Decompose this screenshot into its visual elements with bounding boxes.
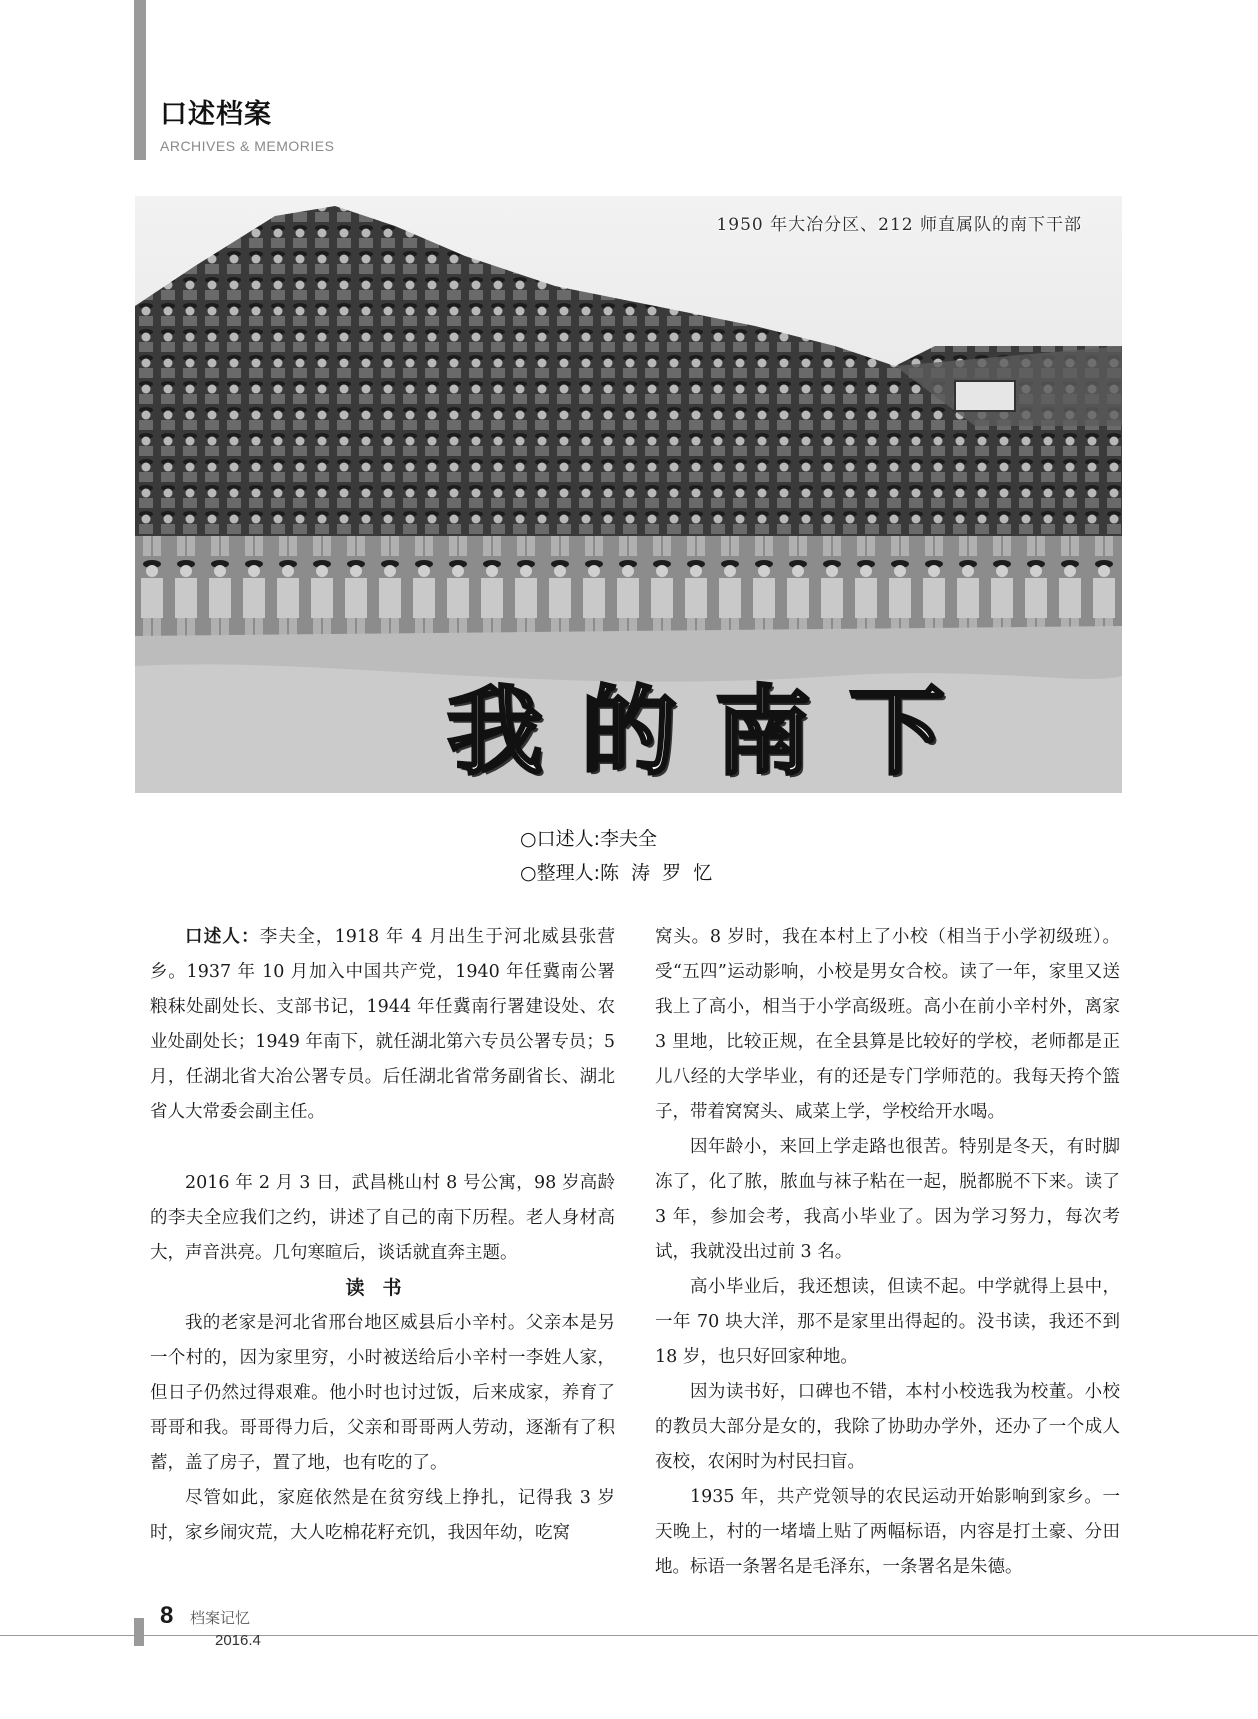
paragraph-3: 因年龄小，来回上学走路也很苦。特别是冬天，有时脚冻了，化了脓，脓血与袜子粘在一起，脱都脱不下来。读了 3 年，参加会考，我高小毕业了。因为学习努力，每次考试，我就没出过前 3 名。 (655, 1137, 1120, 1262)
paragraph-1: 我的老家是河北省邢台地区威县后小辛村。父亲本是另一个村的，因为家里穷，小时被送给后小辛村一李姓人家，但日子仍然过得艰难。他小时也讨过饭，后来成家，养育了哥哥和我。哥哥得力后，父亲和哥哥两人劳动，逐渐有了积蓄，盖了房子，置了地，也有吃的了。 (150, 1313, 615, 1473)
editors-credit: ○整理人:陈 涛 罗 忆 (520, 862, 713, 884)
header-side-bar (134, 0, 146, 160)
article-title: 我的南下 (447, 675, 983, 788)
narrator-credit: ○口述人:李夫全 (520, 828, 657, 850)
bio-text: 李夫全，1918 年 4 月出生于河北威县张营乡。1937 年 10 月加入中国共产党，1940 年任冀南公署粮秣处副处长、支部书记，1944 年任冀南行署建设处、农业处副处长；1949 年南下，就任湖北第六专员公署专员；5 月，任湖北省大冶公署专员。后任湖北省常务副省长、湖北省人大常委会副主任。 (150, 927, 616, 1122)
issue-number: 2016.4 (215, 1632, 261, 1649)
credits (520, 822, 712, 890)
right-column (655, 920, 1120, 1585)
group-photo (135, 196, 1122, 793)
bio-paragraph (150, 920, 615, 1130)
page-number: 8 (160, 1602, 174, 1629)
subheading-reading: 读书 (345, 1277, 420, 1299)
photo-caption: 1950 年大冶分区、212 师直属队的南下干部 (716, 215, 1082, 235)
paragraph-2-continued: 窝头。8 岁时，我在本村上了小校（相当于小学初级班）。受“五四”运动影响，小校是男女合校。读了一年，家里又送我上了高小，相当于小学高级班。高小在前小辛村外，离家 3 里地，比较正规，在全县算是比较好的学校，老师都是正儿八经的大学毕业，有的还是专门学师范的。我每天挎个篮子，带着窝窝头、咸菜上学，学校给开水喝。 (655, 927, 1120, 1122)
paragraph-4: 高小毕业后，我还想读，但读不起。中学就得上县中，一年 70 块大洋，那不是家里出得起的。没书读，我还不到 18 岁，也只好回家种地。 (655, 1277, 1120, 1367)
left-column (150, 920, 615, 1551)
section-title: 口述档案 (160, 99, 272, 130)
paragraph-2: 尽管如此，家庭依然是在贫穷线上挣扎，记得我 3 岁时，家乡闹灾荒，大人吃棉花籽充饥，我因年幼，吃窝 (150, 1488, 615, 1543)
footer-rule (0, 1635, 1258, 1636)
paragraph-5: 因为读书好，口碑也不错，本村小校选我为校董。小校的教员大部分是女的，我除了协助办学外，还办了一个成人夜校，农闲时为村民扫盲。 (655, 1382, 1120, 1472)
intro-paragraph: 2016 年 2 月 3 日，武昌桃山村 8 号公寓，98 岁高龄的李夫全应我们之约，讲述了自己的南下历程。老人身材高大，声音洪亮。几句寒暄后，谈话就直奔主题。 (150, 1173, 615, 1263)
section-subtitle: ARCHIVES & MEMORIES (160, 138, 335, 154)
bio-label: 口述人： (185, 927, 260, 947)
paragraph-6: 1935 年，共产党领导的农民运动开始影响到家乡。一天晚上，村的一堵墙上贴了两幅标语，内容是打土豪、分田地。标语一条署名是毛泽东，一条署名是朱德。 (655, 1487, 1120, 1577)
journal-name: 档案记忆 (190, 1609, 251, 1627)
footer-bar (134, 1618, 144, 1646)
